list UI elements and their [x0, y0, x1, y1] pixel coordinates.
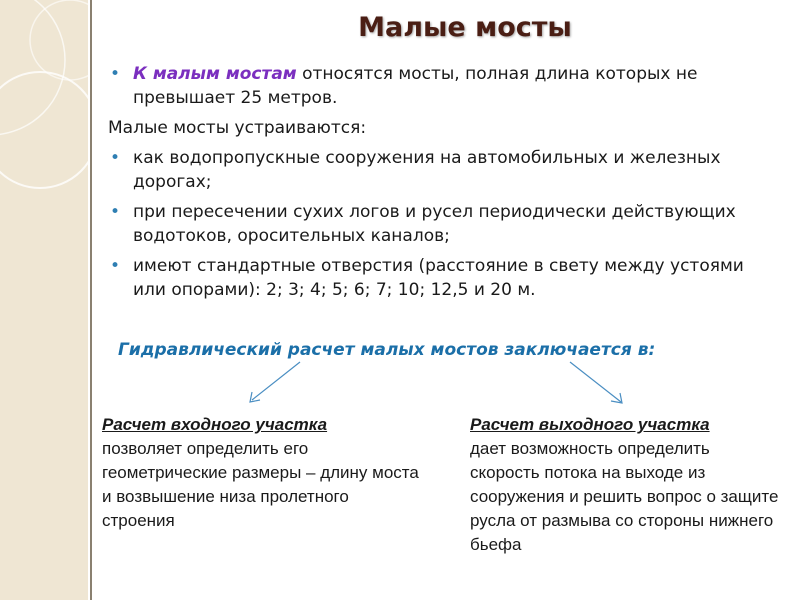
slide-title: Малые мосты [358, 12, 572, 43]
hydraulic-heading: Гидравлический расчет малых мостов заключается в: [118, 340, 656, 360]
right-column [470, 413, 780, 557]
arrow-left [252, 362, 300, 400]
bullet-text: как водопропускные сооружения на автомобильных и железных дорогах; [133, 148, 721, 192]
bullet-emphasis: К малым мостам [133, 64, 297, 84]
left-column-title: Расчет входного участка [102, 415, 328, 434]
bullet-dot: • [110, 256, 121, 276]
bullet-dot: • [110, 148, 121, 168]
right-column-title: Расчет выходного участка [470, 415, 710, 434]
right-column-text: дает возможность определить скорость потока на выходе из сооружения и решить вопрос о защите русла от размыва со стороны нижнего бьефа [470, 439, 779, 554]
bullet-dot: • [110, 64, 121, 84]
left-column [102, 413, 422, 533]
bullet-dot: • [110, 202, 121, 222]
left-column-text: позволяет определить его геометрические размеры – длину моста и возвышение низа пролетного строения [102, 439, 419, 530]
arrow-right [570, 362, 621, 402]
bullet-text: при пересечении сухих логов и русел периодически действующих водотоков, оросительных каналов; [133, 202, 736, 246]
bullet-text: относятся мосты, полная длина которых не превышает 25 метров. [133, 64, 698, 108]
bullet-text: имеют стандартные отверстия (расстояние в свету между устоями или опорами): 2; 3; 4; 5; 6; 7; 10; 12,5 и 20 м. [133, 256, 744, 300]
subheading: Малые мосты устраиваются: [108, 118, 367, 138]
